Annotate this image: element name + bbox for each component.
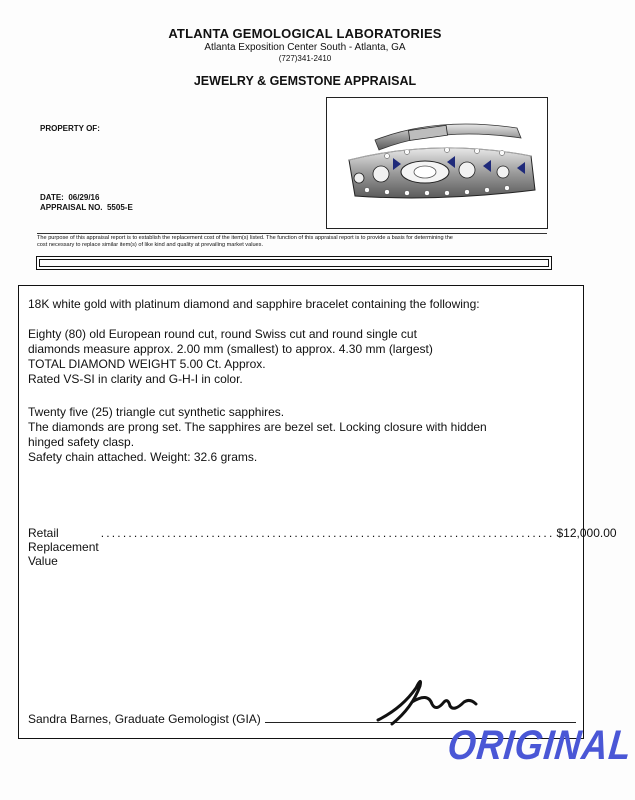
retail-value-row (28, 526, 617, 568)
date-label: DATE: (40, 193, 64, 202)
appraisal-no-label: APPRAISAL NO. (40, 203, 103, 212)
bracelet-photo (326, 97, 548, 229)
sapphire-details (28, 405, 487, 465)
appraiser-name: Sandra Barnes, Graduate Gemologist (GIA) (28, 712, 261, 726)
description-heading: 18K white gold with platinum diamond and sapphire bracelet containing the following: (28, 297, 480, 311)
detail-line: diamonds measure approx. 2.00 mm (smallest) to approx. 4.30 mm (largest) (28, 342, 433, 356)
dot-leader: .................................................................................. (100, 526, 555, 540)
divider-bar (36, 256, 552, 270)
date-value: 06/29/16 (68, 193, 100, 202)
detail-line: hinged safety clasp. (28, 435, 135, 449)
retail-value-label: Retail Replacement Value (28, 526, 99, 568)
purpose-line-1: The purpose of this appraisal report is to establish the replacement cost of the item(s) listed. The function of this appraisal report is to provide a basis for determining the (37, 235, 453, 241)
lab-name: ATLANTA GEMOLOGICAL LABORATORIES (168, 26, 442, 41)
purpose-line-2: cost necessary to replace similar item(s) of like kind and quality at prevailing market values. (37, 242, 264, 248)
original-stamp: ORIGINAL (445, 720, 635, 768)
detail-line: Twenty five (25) triangle cut synthetic sapphires. (28, 405, 285, 419)
appraisal-no-value: 5505-E (106, 203, 133, 212)
appraisal-number-row (40, 203, 133, 212)
date-row (40, 193, 99, 202)
retail-value-amount: $12,000.00 (556, 526, 617, 540)
diamond-details (28, 327, 433, 387)
lab-phone: (727)341-2410 (278, 54, 332, 63)
detail-line: The diamonds are prong set. The sapphires are bezel set. Locking closure with hidden (28, 420, 487, 434)
detail-line: Eighty (80) old European round cut, round Swiss cut and round single cut (28, 327, 417, 341)
bracelet-illustration (327, 98, 547, 228)
detail-line: Rated VS-SI in clarity and G-H-I in color. (28, 372, 243, 386)
detail-line: TOTAL DIAMOND WEIGHT 5.00 Ct. Approx. (28, 357, 266, 371)
lab-address: Atlanta Exposition Center South - Atlanta, GA (204, 42, 406, 53)
property-of-label: PROPERTY OF: (40, 124, 100, 133)
document-title: JEWELRY & GEMSTONE APPRAISAL (193, 74, 417, 88)
handwritten-signature (372, 668, 482, 728)
purpose-statement (37, 233, 547, 249)
detail-line: Safety chain attached. Weight: 32.6 grams. (28, 450, 258, 464)
